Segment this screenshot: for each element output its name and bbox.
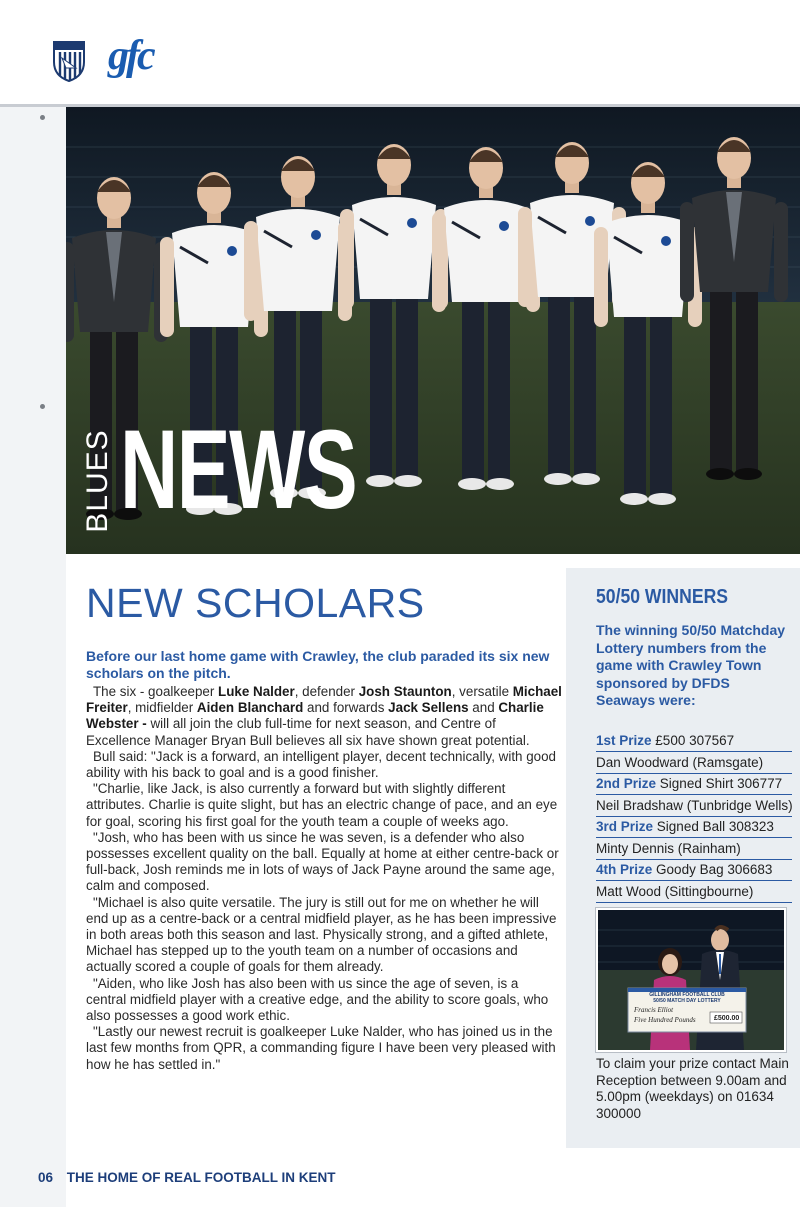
section-label-blues: BLUES bbox=[81, 429, 114, 533]
prize-detail: Signed Ball 308323 bbox=[656, 819, 774, 834]
prize-item bbox=[596, 731, 792, 752]
prize-winner: Neil Bradshaw (Tunbridge Wells) bbox=[596, 798, 793, 813]
article-paragraph: "Michael is also quite versatile. The jury is still out for me on whether he will end up as a centre-back or a central midfield player, as he has been impressive in both areas both this season and last. Physically strong, and a gifted athlete, Michael has stepped up to the youth team on a number of occasions and actually scored a couple of goals for them already. bbox=[86, 894, 557, 975]
prize-winner: Matt Wood (Sittingbourne) bbox=[596, 884, 754, 899]
prize-label: 1st Prize bbox=[596, 733, 652, 748]
article-paragraph: "Aiden, who like Josh has also been with us since the age of seven, is a central midfield player with a creative edge, and the ability to score goals, who also possesses a good work ethic. bbox=[86, 975, 549, 1024]
article-body bbox=[86, 684, 562, 1073]
cheque-heading: GILLINGHAM FOOTBALL CLUB 50/50 MATCH DAY LOTTERY bbox=[649, 992, 725, 1004]
cheque-photo-illustration bbox=[598, 910, 784, 1050]
prize-label: 2nd Prize bbox=[596, 776, 657, 791]
page-number: 06 bbox=[38, 1170, 54, 1185]
article-headline: NEW SCHOLARS bbox=[86, 580, 425, 626]
sidebar-title: 50/50 WINNERS bbox=[596, 586, 729, 608]
prize-winner: Minty Dennis (Rainham) bbox=[596, 841, 741, 856]
prize-winner-row bbox=[596, 752, 792, 774]
prize-detail: Signed Shirt 306777 bbox=[659, 776, 783, 791]
cheque-amount: £500.00 bbox=[714, 1015, 740, 1022]
prize-label: 3rd Prize bbox=[596, 819, 654, 834]
article-paragraph: "Lastly our newest recruit is goalkeeper Luke Nalder, who has joined us in the last few months from QPR, a commanding figure I have been very pleased with how he has settled in." bbox=[86, 1024, 556, 1072]
prize-winner-row bbox=[596, 838, 792, 860]
club-crest-icon bbox=[52, 38, 86, 82]
cheque-payee: Francis Elliot bbox=[634, 1006, 674, 1014]
article-intro: Before our last home game with Crawley, the club paraded its six new scholars on the pitch. bbox=[86, 648, 550, 681]
margin-dot bbox=[40, 404, 45, 409]
prize-winner-row bbox=[596, 795, 792, 817]
prize-item bbox=[596, 860, 792, 881]
section-title-news: NEWS bbox=[120, 407, 357, 532]
prize-winner-row bbox=[596, 881, 792, 903]
gfc-logo: gfc bbox=[108, 33, 153, 79]
prize-detail: Goody Bag 306683 bbox=[656, 862, 773, 877]
page-footer bbox=[38, 1170, 336, 1185]
prize-label: 4th Prize bbox=[596, 862, 653, 877]
prize-list bbox=[596, 731, 792, 903]
prize-item bbox=[596, 774, 792, 795]
claim-instructions: To claim your prize contact Main Reception between 9.00am and 5.00pm (weekdays) on 01634 300000 bbox=[596, 1056, 789, 1121]
cheque-presentation-photo bbox=[596, 908, 786, 1052]
article-paragraph: Bull said: "Jack is a forward, an intelligent player, decent technically, with good ability with his back to goal and is a good finisher. bbox=[86, 748, 557, 781]
prize-detail: £500 307567 bbox=[655, 733, 735, 748]
margin-dot bbox=[40, 115, 45, 120]
cheque-amount-words: Five Hundred Pounds bbox=[634, 1016, 696, 1024]
article-paragraph: The six - goalkeeper Luke Nalder, defender Josh Staunton, versatile Michael Freiter, midfielder Aiden Blanchard and forwards Jack Sellens and Charlie Webster - will all join the club full-time for next season, and Centre of Excellence Manager Bryan Bull believes all six have shown great potential. bbox=[86, 684, 562, 748]
article-paragraph: "Josh, who has been with us since he was seven, is a defender who also possesses excellent quality on the ball. Equally at home at either centre-back or full-back, Josh reminds me in lots of ways of Jack Payne around the same age, calm and composed. bbox=[86, 829, 559, 894]
prize-winner: Dan Woodward (Ramsgate) bbox=[596, 755, 764, 770]
prize-item bbox=[596, 817, 792, 838]
article-paragraph: "Charlie, like Jack, is also currently a forward but with slightly different attributes. Charlie is quite slight, but has an electric change of pace, and an eye for goal, scoring his first goal for the youth team a couple of weeks ago. bbox=[86, 781, 558, 829]
left-margin-strip bbox=[0, 107, 66, 1207]
masthead bbox=[0, 0, 800, 104]
sidebar-intro: The winning 50/50 Matchday Lottery numbers from the game with Crawley Town sponsored by DFDS Seaways were: bbox=[596, 622, 786, 708]
footer-tagline: THE HOME OF REAL FOOTBALL IN KENT bbox=[66, 1170, 336, 1185]
